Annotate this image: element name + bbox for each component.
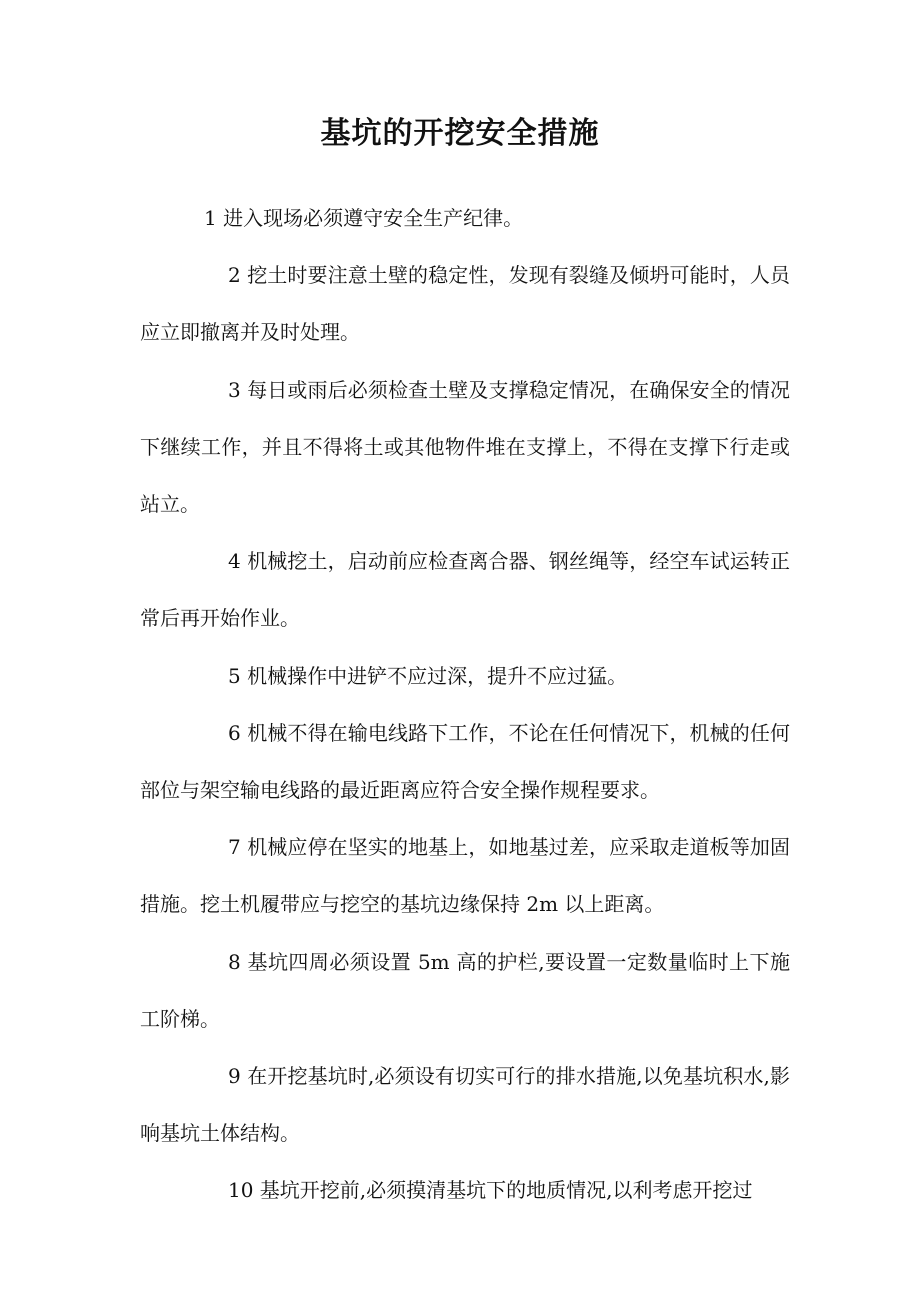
paragraph-9: 9 在开挖基坑时,必须设有切实可行的排水措施,以免基坑积水,影响基坑土体结构。 <box>140 1064 790 1146</box>
paragraph-2: 2 挖土时要注意土壁的稳定性，发现有裂缝及倾坍可能时，人员应立即撤离并及时处理。 <box>140 263 790 345</box>
document-title: 基坑的开挖安全措施 <box>320 116 600 151</box>
paragraph-6: 6 机械不得在输电线路下工作，不论在任何情况下，机械的任何部位与架空输电线路的最近距离应符合安全操作规程要求。 <box>140 720 790 803</box>
paragraph-3: 3 每日或雨后必须检查土壁及支撑稳定情况，在确保安全的情况下继续工作，并且不得将土或其他物件堆在支撑上，不得在支撑下行走或站立。 <box>140 377 790 517</box>
paragraph-1: 1 进入现场必须遵守安全生产纪律。 <box>204 206 524 230</box>
paragraph-8: 8 基坑四周必须设置 5m 高的护栏,要设置一定数量临时上下施工阶梯。 <box>140 949 790 1031</box>
paragraph-10: 10 基坑开挖前,必须摸清基坑下的地质情况,以利考虑开挖过 <box>228 1178 753 1203</box>
document-body <box>140 190 790 1220</box>
paragraph-4: 4 机械挖土，启动前应检查离合器、钢丝绳等，经空车试运转正常后再开始作业。 <box>140 549 790 631</box>
paragraph-5: 5 机械操作中进铲不应过深，提升不应过猛。 <box>228 663 628 688</box>
paragraph-7: 7 机械应停在坚实的地基上，如地基过差，应采取走道板等加固措施。挖土机履带应与挖空的基坑边缘保持 2m 以上距离。 <box>140 835 790 917</box>
